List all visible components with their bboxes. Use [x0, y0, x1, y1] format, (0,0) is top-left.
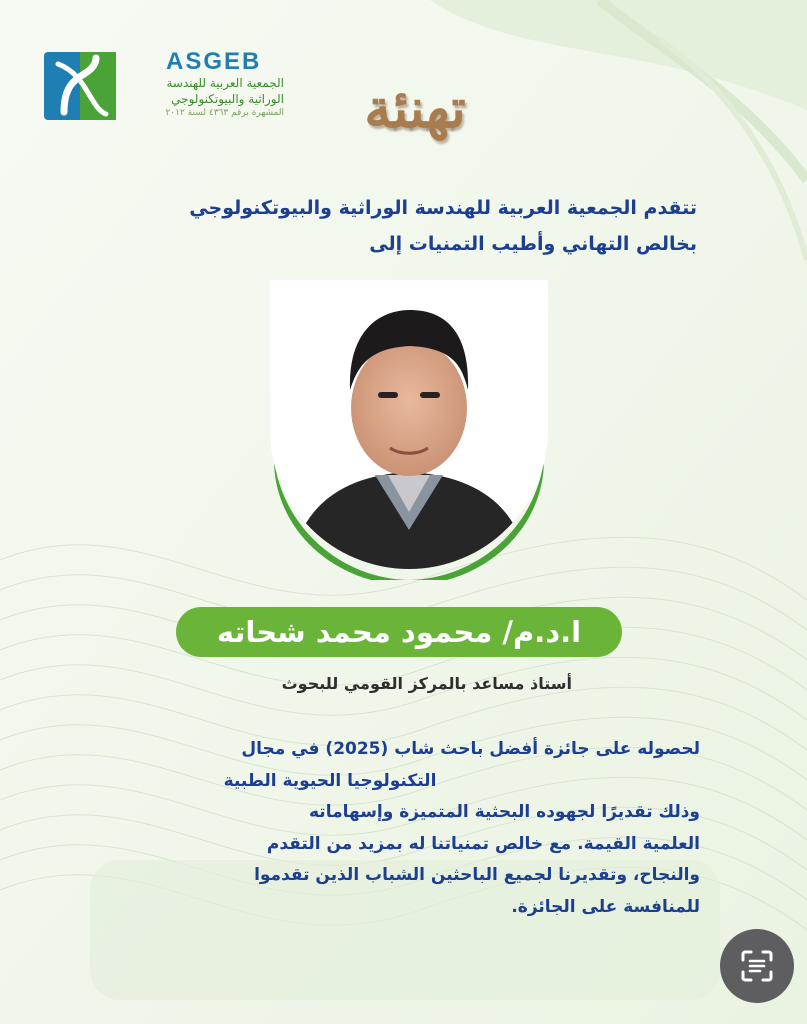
name-banner	[176, 607, 622, 657]
message-line-5: والنجاح، وتقديرنا لجميع الباحثين الشباب الذين تقدموا	[254, 865, 700, 885]
logo-name-line2: الوراثية والبيوتكنولوجي	[171, 92, 284, 106]
portrait-photo	[270, 280, 548, 580]
intro-line-2: بخالص التهاني وأطيب التمنيات إلى	[369, 233, 697, 255]
scan-text-icon	[739, 948, 775, 984]
intro-line-1: تتقدم الجمعية العربية للهندسة الوراثية والبيوتكنولوجي	[189, 197, 697, 219]
congratulations-heading	[320, 42, 510, 182]
congratulation-message	[100, 734, 700, 923]
person-title: أستاذ مساعد بالمركز القومي للبحوث	[281, 674, 572, 693]
message-line-6: للمنافسة على الجائزة.	[511, 896, 700, 917]
heading-calligraphy: تهنئة	[364, 76, 466, 140]
scan-text-button[interactable]	[720, 929, 794, 1003]
message-line-2: التكنولوجيا الحيوية الطبية	[223, 770, 437, 791]
dna-hand-logo-icon	[44, 52, 116, 120]
intro-text	[137, 190, 697, 262]
message-line-4: العلمية القيمة. مع خالص تمنياتنا له بمزيد من التقدم	[266, 833, 700, 854]
asgeb-logo	[44, 48, 294, 124]
message-line-1: لحصوله على جائزة أفضل باحث شاب (2025) في مجال	[241, 739, 700, 759]
logo-name-line1: الجمعية العربية للهندسة	[166, 76, 284, 90]
message-line-3: وذلك تقديرًا لجهوده البحثية المتميزة وإسهاماته	[309, 802, 700, 822]
person-name: ا.د.م/ محمود محمد شحاته	[216, 615, 582, 649]
logo-abbreviation: ASGEB	[166, 48, 262, 75]
logo-registration: المشهرة برقم ٤٣٦٣ لسنة ٢٠١٢	[165, 108, 284, 118]
